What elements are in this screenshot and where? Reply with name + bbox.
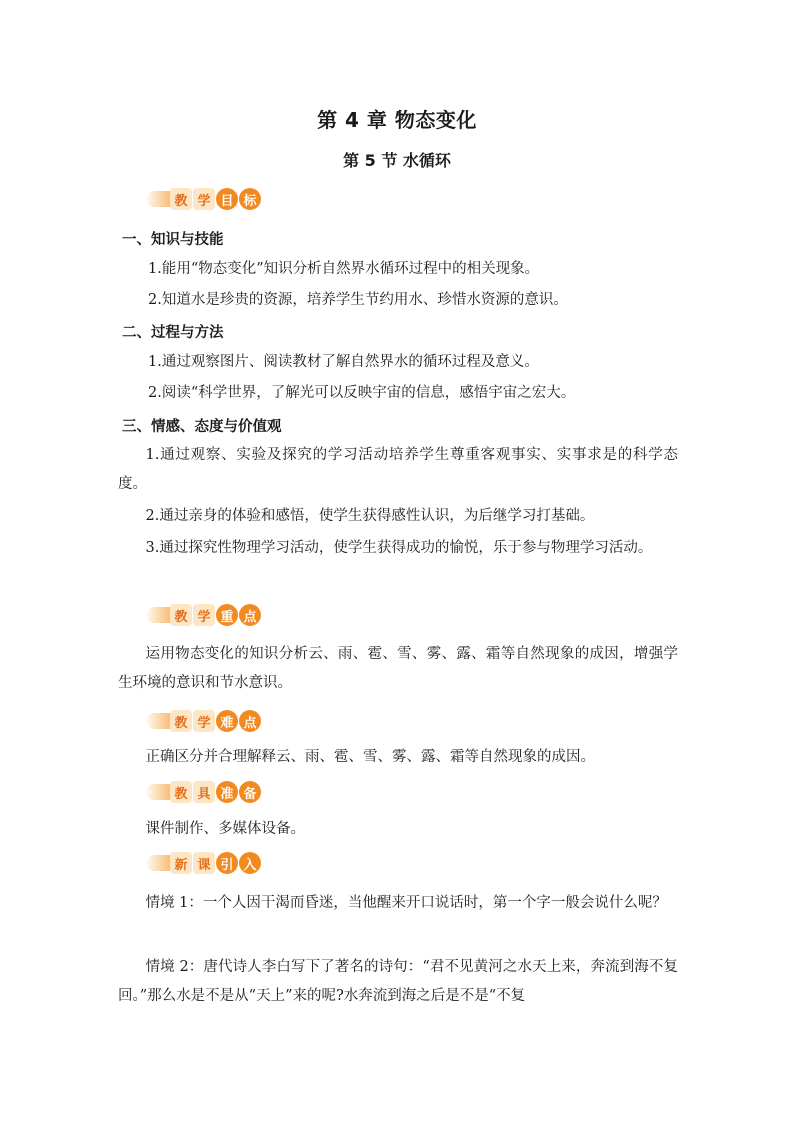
- badge-char: 学: [193, 604, 215, 626]
- key-points-text: 运用物态变化的知识分析云、雨、雹、雪、雾、露、霜等自然现象的成因，增强学生环境的意识和节水意识。: [118, 646, 678, 691]
- badge-preparation: [146, 779, 262, 805]
- badge-char: 点: [239, 604, 261, 626]
- badge-char: 学: [193, 710, 215, 732]
- badge-char: 教: [170, 781, 192, 803]
- badge-ribbon-icon: [146, 855, 172, 871]
- badge-char: 准: [216, 781, 238, 803]
- goal-process-2: 2.阅读“科学世界，了解光可以反映宇宙的信息，感悟宇宙之宏大。: [148, 385, 576, 401]
- badge-char: 教: [170, 710, 192, 732]
- badge-char: 教: [170, 604, 192, 626]
- badge-new-lesson-intro: [146, 850, 262, 876]
- badge-key-points: [146, 602, 262, 628]
- badge-char: 具: [193, 781, 215, 803]
- badge-char: 教: [170, 188, 192, 210]
- intro-scenario-1: 情境 1：一个人因干渴而昏迷，当他醒来开口说话时，第一个字一般会说什么呢？: [145, 895, 667, 911]
- badge-ribbon-icon: [146, 713, 172, 729]
- goal-emotion-3: 3.通过探究性物理学习活动，使学生获得成功的愉悦，乐于参与物理学习活动。: [145, 540, 653, 556]
- badge-char: 引: [216, 852, 238, 874]
- badge-char: 点: [239, 710, 261, 732]
- difficulties-text: 正确区分并合理解释云、雨、雹、雪、雾、露、霜等自然现象的成因。: [145, 749, 596, 765]
- badge-char: 学: [193, 188, 215, 210]
- preparation-text: 课件制作、多媒体设备。: [145, 821, 306, 837]
- goal-emotion-2: 2.通过亲身的体验和感悟，使学生获得感性认识，为后继学习打基础。: [145, 508, 595, 524]
- badge-char: 重: [216, 604, 238, 626]
- badge-difficulties: [146, 708, 262, 734]
- badge-char: 新: [170, 852, 192, 874]
- goal-knowledge-1: 1.能用“物态变化”知识分析自然界水循环过程中的相关现象。: [148, 261, 540, 277]
- chapter-title: 第 4 章 物态变化: [317, 108, 477, 132]
- badge-char: 目: [216, 188, 238, 210]
- section-title: 第 5 节 水循环: [343, 151, 451, 170]
- goal-process-1: 1.通过观察图片、阅读教材了解自然界水的循环过程及意义。: [148, 354, 539, 370]
- badge-char: 难: [216, 710, 238, 732]
- badge-ribbon-icon: [146, 191, 172, 207]
- badge-char: 入: [239, 852, 261, 874]
- goal-emotion-1: 1.通过观察、实验及探究的学习活动培养学生尊重客观事实、实事求是的科学态度。: [118, 447, 678, 492]
- badge-char: 标: [239, 188, 261, 210]
- intro-scenario-2: 情境 2：唐代诗人李白写下了著名的诗句：“君不见黄河之水天上来，奔流到海不复回。”那么水是不是从“天上”来的呢?水奔流到海之后是不是“不复: [118, 959, 678, 1004]
- badge-char: 课: [193, 852, 215, 874]
- badge-ribbon-icon: [146, 607, 172, 623]
- badge-char: 备: [239, 781, 261, 803]
- heading-emotion-values: 三、情感、态度与价值观: [122, 419, 282, 435]
- badge-teaching-goals: [146, 186, 262, 212]
- badge-ribbon-icon: [146, 784, 172, 800]
- heading-knowledge-skills: 一、知识与技能: [122, 232, 224, 248]
- goal-knowledge-2: 2.知道水是珍贵的资源，培养学生节约用水、珍惜水资源的意识。: [148, 292, 568, 308]
- heading-process-method: 二、过程与方法: [122, 325, 224, 341]
